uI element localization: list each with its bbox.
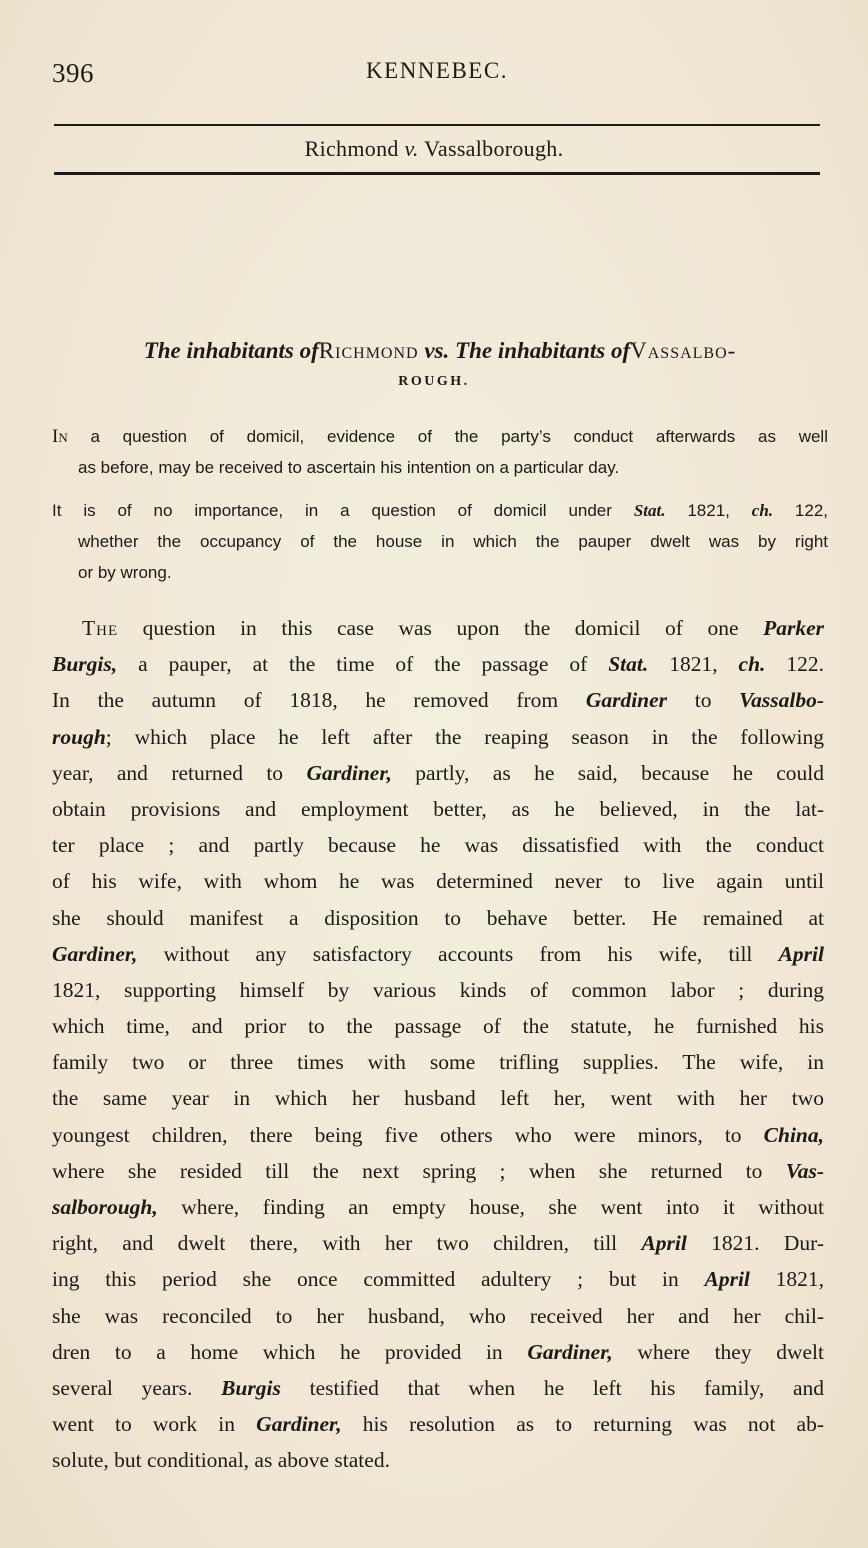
headnote-text: 122, xyxy=(773,501,828,520)
heading-plaintiff-place: Richmond xyxy=(318,338,419,363)
headnote-1 xyxy=(52,421,828,483)
italic-term: April xyxy=(704,1267,750,1292)
body-text-segment: went to work in xyxy=(52,1412,257,1437)
body-line xyxy=(52,1080,824,1116)
page-number: 396 xyxy=(52,58,94,88)
body-text-segment: several years. xyxy=(52,1375,222,1400)
body-text-segment: testified that when he left his family, and xyxy=(280,1375,824,1400)
italic-term: Parker xyxy=(763,616,824,640)
italic-term: Vas- xyxy=(785,1158,824,1183)
body-line xyxy=(52,972,824,1008)
body-line xyxy=(52,1370,824,1406)
heading-vs: vs. xyxy=(424,338,450,363)
body-text-segment: ing this period she once committed adultery ; but in xyxy=(52,1267,705,1292)
italic-term: Vassalbo- xyxy=(739,688,824,713)
italic-term: Gardiner xyxy=(585,688,668,713)
case-caption xyxy=(0,136,868,162)
body-line xyxy=(52,863,824,899)
section-title: KENNEBEC. xyxy=(366,58,508,83)
case-heading-continuation: ROUGH. xyxy=(398,374,470,389)
body-line xyxy=(52,1261,824,1297)
body-text-segment: youngest children, there being five others who were minors, to xyxy=(52,1122,764,1147)
headnote-line xyxy=(52,452,828,483)
body-text-segment: ter place ; and partly because he was dissatisfied with the conduct xyxy=(52,833,824,858)
body-text-segment: dren to a home which he provided in xyxy=(52,1339,528,1364)
headnote-citation: ch. xyxy=(751,501,774,520)
headnote-text: whether the occupancy of the house in which the pauper dwelt was by right xyxy=(78,532,828,551)
body-line xyxy=(52,1406,824,1442)
body-line xyxy=(52,1225,824,1261)
bottom-rule xyxy=(54,172,820,175)
body-paragraph xyxy=(52,610,824,1479)
body-text-segment: obtain provisions and employment better, as he believed, in the lat- xyxy=(52,796,824,821)
italic-term: Gardiner, xyxy=(527,1339,613,1364)
headnote-line xyxy=(52,495,828,526)
body-line xyxy=(52,1298,824,1334)
italic-term: April xyxy=(641,1231,687,1256)
italic-term: Stat. xyxy=(608,652,649,677)
body-text-segment: partly, as he said, because he could xyxy=(391,760,824,785)
headnote-text: a question of domicil, evidence of the party’s conduct afterwards as well xyxy=(67,427,828,446)
body-line xyxy=(52,1334,824,1370)
heading-defendant-label: The inhabitants xyxy=(455,338,606,363)
italic-term: Gardiner, xyxy=(52,941,138,966)
body-text-segment: In the autumn of 1818, he removed from xyxy=(52,688,586,713)
italic-term: Burgis xyxy=(221,1375,281,1400)
headnote-line xyxy=(52,557,828,588)
headnote-lead: In xyxy=(52,426,68,447)
headnote-text: or by wrong. xyxy=(78,563,172,582)
italic-term: rough xyxy=(52,724,106,749)
body-text-segment: she was reconciled to her husband, who received her and her chil- xyxy=(52,1303,824,1328)
body-text-segment: his resolution as to returning was not ab- xyxy=(341,1412,824,1437)
body-text-segment: where, finding an empty house, she went into it without xyxy=(157,1195,824,1219)
italic-term: salborough, xyxy=(52,1195,158,1219)
body-text-segment: 1821. Dur- xyxy=(686,1231,824,1256)
body-text-segment: where she resided till the next spring ; when she returned to xyxy=(52,1158,786,1183)
body-line xyxy=(52,1153,824,1189)
top-rule xyxy=(54,124,820,126)
body-line xyxy=(52,1008,824,1044)
body-line xyxy=(52,719,824,755)
body-line xyxy=(52,646,824,682)
body-line xyxy=(52,791,824,827)
body-line xyxy=(52,1442,824,1478)
body-line xyxy=(52,610,824,646)
paragraph-lead: The xyxy=(82,616,119,640)
heading-of-2: of xyxy=(610,338,631,363)
headnote-line xyxy=(52,526,828,557)
body-text-segment: family two or three times with some trifling supplies. The wife, in xyxy=(52,1050,824,1075)
body-line xyxy=(52,827,824,863)
body-text-segment: ; which place he left after the reaping season in the following xyxy=(105,724,824,749)
body-text-segment: 1821, xyxy=(648,652,739,677)
body-line xyxy=(52,900,824,936)
body-text-segment: to xyxy=(667,688,740,713)
italic-term: ch. xyxy=(738,652,766,677)
italic-term: Gardiner, xyxy=(306,760,392,785)
body-text-segment: she should manifest a disposition to behave better. He remained at xyxy=(52,905,824,930)
body-line xyxy=(52,1044,824,1080)
italic-term: Gardiner, xyxy=(256,1412,342,1437)
body-text-segment: without any satisfactory accounts from his wife, till xyxy=(137,941,779,966)
running-head xyxy=(52,58,822,92)
heading-of-1: of xyxy=(299,338,319,363)
headnote-text: It is of no importance, in a question of domicil under xyxy=(52,501,634,520)
headnote-citation: Stat. xyxy=(633,501,666,520)
body-text-segment: right, and dwelt there, with her two children, till xyxy=(52,1231,642,1256)
body-text-segment: where they dwelt xyxy=(612,1339,824,1364)
body-text-segment: which time, and prior to the passage of the statute, he furnished his xyxy=(52,1014,824,1039)
heading-defendant-place: Vassalbo- xyxy=(630,338,737,363)
body-text-segment: year, and returned to xyxy=(52,760,307,785)
heading-plaintiff-label: The inhabitants xyxy=(143,338,294,363)
caption-party-2: Vassalborough. xyxy=(424,136,564,161)
caption-versus: v. xyxy=(404,136,419,161)
headnote-text: 1821, xyxy=(665,501,752,520)
body-text-segment: a pauper, at the time of the passage of xyxy=(117,652,609,677)
italic-term: Burgis, xyxy=(52,652,118,677)
body-text-segment: 1821, xyxy=(749,1267,824,1292)
body-text-segment: the same year in which her husband left her, went with her two xyxy=(52,1086,824,1111)
caption-party-1: Richmond xyxy=(304,136,399,161)
body-line xyxy=(52,936,824,972)
italic-term: April xyxy=(778,941,824,966)
body-line xyxy=(52,755,824,791)
body-line xyxy=(52,1117,824,1153)
body-text-segment: solute, but conditional, as above stated. xyxy=(52,1448,390,1473)
body-text-segment: 1821, supporting himself by various kinds of common labor ; during xyxy=(52,977,824,1002)
case-heading xyxy=(40,334,840,368)
body-text-segment: question in this case was upon the domicil of one xyxy=(118,616,764,640)
body-line xyxy=(52,1189,824,1225)
body-text-segment: of his wife, with whom he was determined never to live again until xyxy=(52,869,824,894)
italic-term: China, xyxy=(763,1122,824,1147)
body-line xyxy=(52,682,824,718)
headnote-line xyxy=(52,421,828,452)
body-text-segment: 122. xyxy=(765,652,824,677)
headnote-2 xyxy=(52,495,828,588)
headnote-text: as before, may be received to ascertain his intention on a particular day. xyxy=(78,458,620,477)
